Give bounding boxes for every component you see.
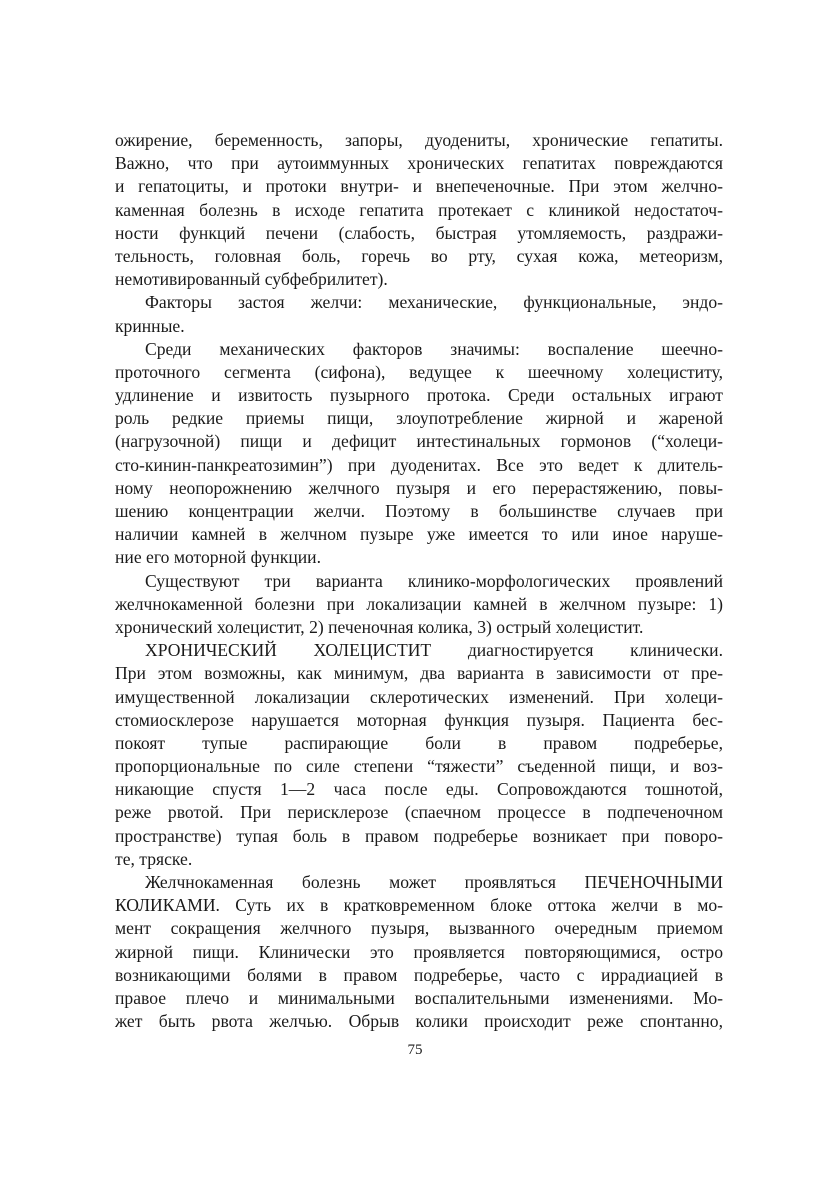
text-line: При этом возможны, как минимум, два варианта в зависимости от пре- [115,663,723,684]
page-body-text [115,129,723,1033]
text-line: ожирение, беременность, запоры, дуодениты, хронические гепатиты. [115,130,723,150]
text-line: сто-кинин-панкреатозимин”) при дуоденитах. Все это ведет к длитель- [115,454,723,475]
text-line: КОЛИКАМИ. Суть их в кратковременном блоке оттока желчи в мо- [115,895,723,916]
text-line: проточного сегмента (сифона), ведущее к шеечному холециститу, [115,361,723,382]
text-line: и гепатоциты, и протоки внутри- и внепеченочные. При этом желчно- [115,176,723,197]
text-line: наличии камней в желчном пузыре уже имеется то или иное наруше- [115,524,723,545]
text-line: Желчнокаменная болезнь может проявляться ПЕЧЕНОЧНЫМИ [145,872,723,892]
text-line: ности функций печени (слабость, быстрая утомляемость, раздражи- [115,222,723,243]
text-line: Существуют три варианта клинико-морфологических проявлений [145,570,723,591]
text-line: (нагрузочной) пищи и дефицит интестинальных гормонов (“холеци- [115,431,723,452]
text-line: жирной пищи. Клинически это проявляется повторяющимися, остро [115,941,723,962]
text-line: Важно, что при аутоиммунных хронических гепатитах повреждаются [115,153,723,174]
text-line: хронический холецистит, 2) печеночная колика, 3) острый холецистит. [115,616,644,637]
text-line: каменная болезнь в исходе гепатита протекает с клиникой недостаточ- [115,199,723,220]
text-line: роль редкие приемы пищи, злоупотребление жирной и жареной [115,408,723,429]
text-line: имущественной локализации склеротических изменений. При холеци- [115,686,723,707]
text-line: покоят тупые распирающие боли в правом подреберье, [115,732,723,753]
page-number: 75 [407,1042,423,1058]
text-line: удлинение и извитость пузырного протока. Среди остальных играют [115,385,723,406]
text-line: ХРОНИЧЕСКИЙ ХОЛЕЦИСТИТ диагностируется клинически. [145,640,723,661]
text-line: немотивированный субфебрилитет). [115,269,388,290]
text-line: ному неопорожнению желчного пузыря и его перерастяжению, повы- [115,477,723,498]
text-line: правое плечо и минимальными воспалительными изменениями. Мо- [115,987,723,1008]
text-line: шению концентрации желчи. Поэтому в большинстве случаев при [115,501,723,521]
text-line: стомиосклерозе нарушается моторная функция пузыря. Пациента бес- [115,709,723,730]
text-line: желчнокаменной болезни при локализации камней в желчном пузыре: 1) [115,593,723,614]
text-line: пространстве) тупая боль в правом подреберье возникает при поворо- [115,825,723,846]
text-line: те, тряске. [115,848,193,869]
text-line: пропорциональные по силе степени “тяжести” съеденной пищи, и воз- [115,756,723,777]
text-line: реже рвотой. При перисклерозе (спаечном процессе в подпеченочном [115,802,723,823]
text-line: Среди механических факторов значимы: воспаление шеечно- [145,338,723,359]
text-line: кринные. [115,315,185,336]
text-line: никающие спустя 1—2 часа после еды. Сопровождаются тошнотой, [115,779,723,800]
text-line: возникающими болями в правом подреберье, часто с иррадиацией в [115,964,723,985]
text-line: Факторы застоя желчи: механические, функциональные, эндо- [145,292,723,313]
text-line: жет быть рвота желчью. Обрыв колики происходит реже спонтанно, [115,1011,723,1032]
text-line: ние его моторной функции. [115,547,321,568]
text-line: тельность, головная боль, горечь во рту, сухая кожа, метеоризм, [115,245,723,266]
text-line: мент сокращения желчного пузыря, вызванного очередным приемом [115,918,723,939]
